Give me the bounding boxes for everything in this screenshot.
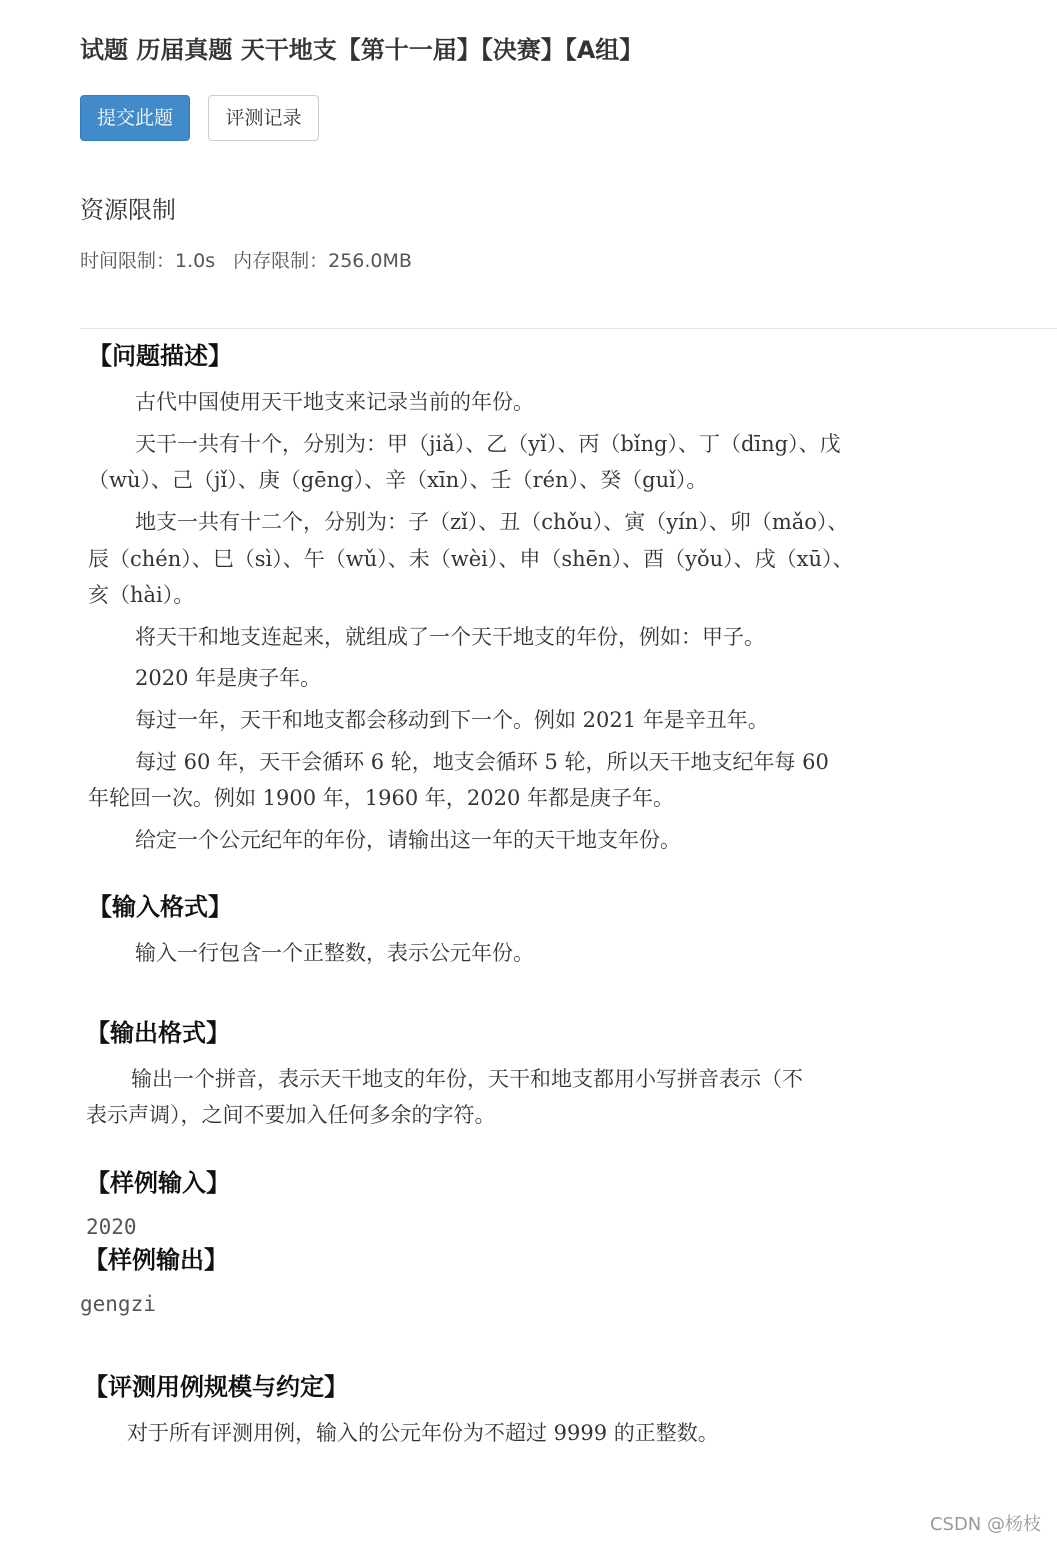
description-line: 辰（chén）、巳（sì）、午（wǔ）、未（wèi）、申（shēn）、酉（yǒu）、戌（xū）、: [88, 547, 854, 571]
page-title: 试题 历届真题 天干地支【第十一届】【决赛】【A组】: [80, 36, 644, 64]
description-line: 年轮回一次。例如 1900 年，1960 年，2020 年都是庚子年。: [88, 786, 675, 810]
time-limit: 时间限制：1.0s: [80, 250, 216, 272]
description-line: 亥（hài）。: [88, 583, 195, 607]
sample-output-value: gengzi: [80, 1292, 156, 1316]
description-line: 将天干和地支连起来，就组成了一个天干地支的年份，例如：甲子。: [135, 625, 765, 649]
input-format-heading: 【输入格式】: [88, 893, 232, 921]
description-line: 每过 60 年，天干会循环 6 轮，地支会循环 5 轮，所以天干地支纪年每 60: [135, 750, 829, 774]
sample-input-value: 2020: [86, 1215, 137, 1239]
resource-limits-title: 资源限制: [80, 196, 176, 224]
description-line: 给定一个公元纪年的年份，请输出这一年的天干地支年份。: [135, 828, 681, 852]
output-format-heading: 【输出格式】: [86, 1019, 230, 1047]
submit-button[interactable]: 提交此题: [80, 95, 190, 141]
input-format-text: 输入一行包含一个正整数，表示公元年份。: [135, 941, 534, 965]
description-heading: 【问题描述】: [88, 342, 232, 370]
description-line: 2020 年是庚子年。: [135, 666, 322, 690]
records-button[interactable]: 评测记录: [208, 95, 319, 141]
output-format-line: 表示声调），之间不要加入任何多余的字符。: [86, 1103, 496, 1127]
resource-limits: [80, 246, 412, 273]
scale-text: 对于所有评测用例，输入的公元年份为不超过 9999 的正整数。: [127, 1421, 719, 1445]
description-line: 每过一年，天干和地支都会移动到下一个。例如 2021 年是辛丑年。: [135, 708, 769, 732]
sample-input-heading: 【样例输入】: [86, 1169, 230, 1197]
watermark: CSDN @杨枝: [929, 1514, 1041, 1535]
divider: [80, 328, 1057, 329]
sample-output-heading: 【样例输出】: [84, 1246, 228, 1274]
scale-heading: 【评测用例规模与约定】: [84, 1373, 348, 1401]
description-line: 地支一共有十二个，分别为：子（zǐ）、丑（chǒu）、寅（yín）、卯（mǎo）、: [135, 510, 849, 534]
description-line: 天干一共有十个，分别为：甲（jiǎ）、乙（yǐ）、丙（bǐng）、丁（dīng）、戊: [135, 432, 841, 456]
output-format-line: 输出一个拼音，表示天干地支的年份，天干和地支都用小写拼音表示（不: [131, 1067, 803, 1091]
description-line: 古代中国使用天干地支来记录当前的年份。: [135, 390, 534, 414]
memory-limit: 内存限制：256.0MB: [233, 250, 412, 272]
description-line: （wù）、己（jǐ）、庚（gēng）、辛（xīn）、壬（rén）、癸（guǐ）。: [88, 468, 708, 492]
